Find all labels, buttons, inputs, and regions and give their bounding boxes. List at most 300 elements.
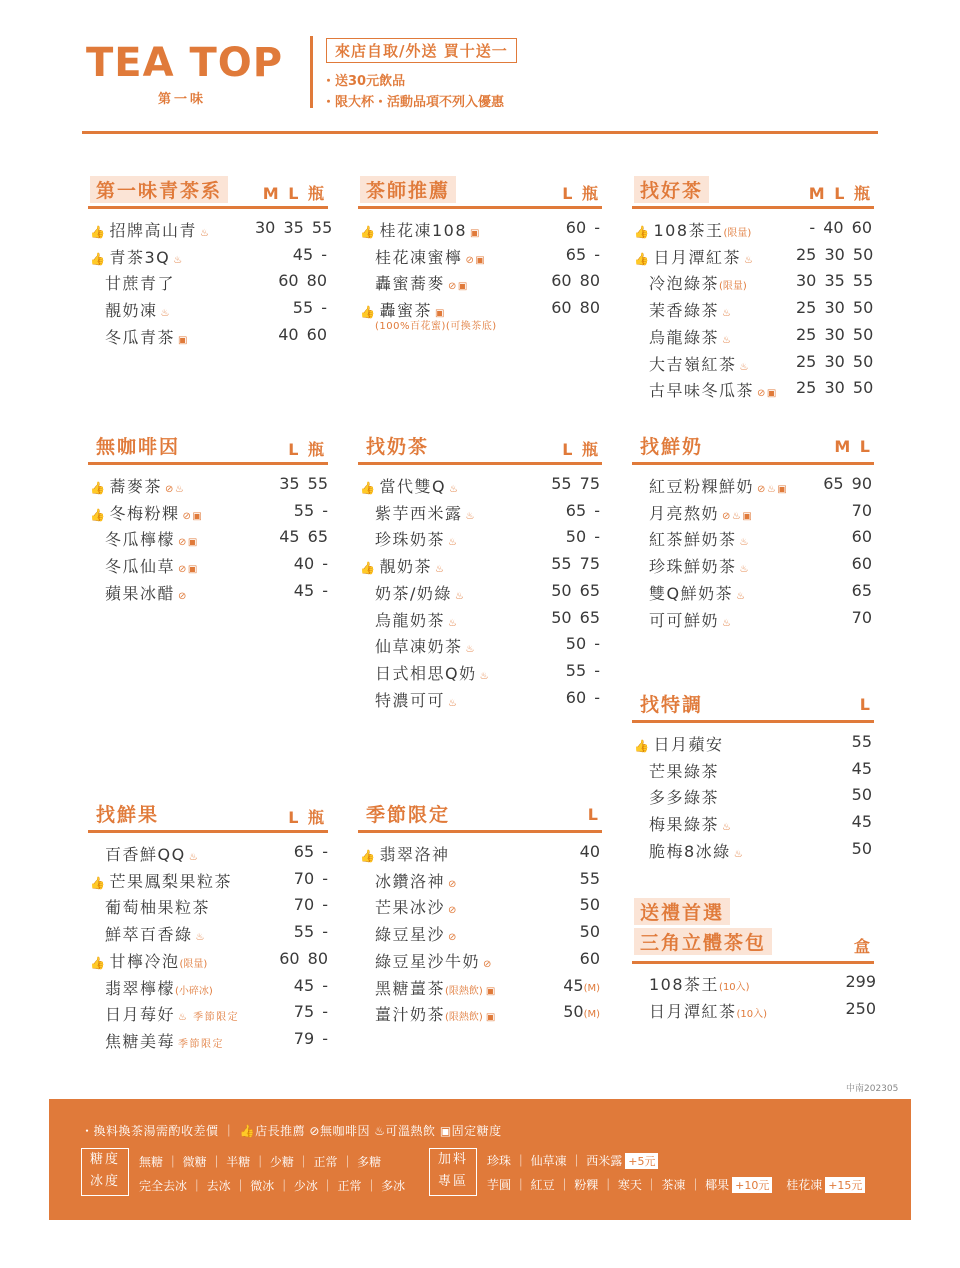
- menu-item: [360, 501, 476, 524]
- item-price-value: 60 80: [551, 298, 600, 318]
- addon-row-3-items: 桂花凍: [786, 1178, 823, 1192]
- item-name: 特濃可可: [375, 690, 446, 710]
- promo-headline: 來店自取/外送 買十送一: [326, 38, 517, 63]
- thumbs-up-icon: 👍: [634, 739, 651, 753]
- item-price-value: 55 75: [551, 474, 600, 493]
- item-price-value: 55 -: [565, 660, 600, 680]
- item-price: [276, 922, 328, 941]
- item-price-value: 25 30 50: [796, 298, 874, 318]
- gift-item-price: 250: [845, 999, 876, 1018]
- item-price: [548, 271, 600, 290]
- menu-item: [634, 785, 719, 808]
- item-attribute-icons: ▣: [485, 1012, 497, 1024]
- item-price-value: 65 90: [823, 474, 872, 493]
- item-price-value: 55 75: [551, 554, 600, 574]
- menu-item: [90, 554, 199, 577]
- item-price: [276, 1002, 328, 1021]
- item-name: 葡萄柚果粒茶: [105, 898, 211, 918]
- item-price: [548, 842, 600, 861]
- item-name: 蘋果冰醋: [105, 583, 176, 603]
- item-name: 冬梅粉粿: [109, 503, 180, 523]
- section-rule: [358, 830, 602, 833]
- item-price: [276, 554, 328, 573]
- item-attribute-icons: ⊘♨▣: [722, 510, 754, 522]
- menu-item: [90, 842, 199, 865]
- thumbs-up-icon: 👍: [360, 481, 377, 495]
- menu-item: [360, 245, 486, 268]
- menu-item: [634, 759, 719, 782]
- brand-logo: [86, 40, 283, 86]
- item-price-value: 45: [851, 758, 872, 778]
- item-attribute-icons: ▣: [434, 308, 446, 320]
- section-rule: [632, 462, 874, 465]
- item-name: 翡翠洛神: [379, 845, 450, 864]
- thumbs-up-icon: 👍: [360, 305, 377, 320]
- item-size-note: (M): [583, 1009, 600, 1021]
- menu-item: [360, 869, 458, 892]
- addon-label-a: 加料: [437, 1152, 468, 1167]
- item-attribute-icons: ⊘: [483, 958, 493, 970]
- footer-legend: ・換料換茶湯需酌收差價 ｜ 👍店長推薦 ⊘無咖啡因 ♨可溫熱飲 ▣固定糖度: [81, 1124, 502, 1138]
- item-name: 翡翠檸檬: [105, 978, 176, 998]
- item-name: 轟蜜茶: [379, 301, 432, 321]
- menu-item: [90, 949, 207, 972]
- item-name: 多多綠茶: [649, 788, 720, 808]
- section-title: 找鮮奶: [640, 436, 704, 458]
- item-price-value: 25 30 50: [796, 324, 874, 344]
- item-name: 日月蘋安: [653, 735, 724, 754]
- item-name: 紫芋西米露: [375, 503, 463, 523]
- item-price: [276, 501, 328, 520]
- section-title: 找好茶: [634, 176, 709, 203]
- item-note: (限量): [179, 958, 208, 970]
- item-price-value: - 40 60: [809, 218, 872, 237]
- item-price: [796, 325, 872, 344]
- item-attribute-icons: ♨: [449, 484, 460, 495]
- item-price: [548, 218, 600, 237]
- item-attribute-icons: ⊘▣: [448, 281, 469, 293]
- menu-item: [634, 378, 778, 401]
- item-price-value: 25 30 50: [796, 351, 874, 371]
- item-attribute-icons: ♨: [465, 510, 476, 522]
- item-price: [796, 298, 872, 317]
- item-attribute-icons: ♨: [739, 361, 750, 373]
- menu-item: [634, 839, 744, 862]
- item-attribute-icons: ♨: [434, 564, 446, 576]
- item-price: [276, 842, 328, 861]
- section-rule: [88, 830, 328, 833]
- item-price-value: 65: [851, 580, 872, 600]
- item-attribute-icons: ♨: [160, 308, 171, 320]
- menu-item: [360, 218, 481, 241]
- item-price-value: 75 -: [293, 1002, 328, 1022]
- item-price-value: 50: [851, 838, 872, 858]
- menu-item: [360, 661, 490, 684]
- menu-item: [360, 976, 497, 999]
- item-price: [548, 554, 600, 573]
- menu-item: [634, 245, 754, 268]
- item-price-value: 60 80: [551, 271, 600, 291]
- item-price: [548, 976, 600, 995]
- menu-item: [90, 1029, 224, 1052]
- item-price-value: 60: [851, 554, 872, 574]
- menu-item: [360, 634, 476, 657]
- item-price: [548, 895, 600, 914]
- section-columns: M L 瓶: [262, 184, 324, 203]
- item-name: 百香鮮QQ: [105, 845, 186, 864]
- item-name: 日月潭紅茶: [653, 247, 741, 267]
- item-attribute-icons: ⊘▣: [178, 564, 199, 576]
- item-attribute-icons: ⊘▣: [178, 537, 199, 549]
- menu-item: [634, 732, 723, 755]
- ice-options: 完全去冰 ｜ 去冰 ｜ 微冰 ｜ 少冰 ｜ 正常 ｜ 多冰: [139, 1179, 406, 1193]
- item-price: [820, 501, 872, 520]
- item-name: 黑糖薑茶: [375, 978, 446, 998]
- section-columns: L 瓶: [288, 440, 324, 459]
- item-name: 梅果綠茶: [649, 815, 720, 835]
- gift-item-note: (10入): [719, 982, 750, 993]
- item-name: 青茶3Q: [109, 247, 171, 267]
- section-title: 無咖啡因: [96, 436, 181, 458]
- section-columns: L 瓶: [562, 440, 598, 459]
- item-price: [276, 949, 328, 968]
- item-name: 月亮熬奶: [649, 503, 720, 523]
- sugar-label: 糖度: [89, 1152, 120, 1167]
- section-title: 找特調: [640, 694, 704, 716]
- item-name: 珍珠奶茶: [375, 530, 446, 550]
- item-attribute-icons: ▣: [470, 228, 481, 239]
- item-attribute-icons: ♨: [479, 670, 491, 682]
- item-price: [255, 218, 333, 237]
- item-attribute-icons: ♨: [743, 254, 755, 266]
- item-price: [796, 218, 872, 237]
- gift-title-1: 送禮首選: [634, 898, 730, 925]
- item-price-value: 50: [851, 785, 872, 805]
- item-name: 當代雙Q: [379, 477, 447, 496]
- item-price: [820, 785, 872, 804]
- promo-line-1: ・送30元飲品: [322, 74, 406, 89]
- item-price-value: 40: [579, 842, 600, 861]
- item-price: [548, 501, 600, 520]
- gift-item: [649, 999, 767, 1022]
- item-price: [820, 474, 872, 493]
- item-price: [548, 688, 600, 707]
- item-name: 冷泡綠茶: [649, 274, 720, 294]
- item-attribute-icons: ♨: [736, 590, 747, 602]
- gift-item-name: 108茶王: [649, 975, 720, 994]
- menu-item: [90, 474, 185, 497]
- thumbs-up-icon: 👍: [360, 561, 377, 576]
- item-name: 冬瓜仙草: [105, 557, 176, 577]
- item-name: 冬瓜青茶: [105, 327, 176, 347]
- item-price-value: 65 -: [565, 500, 600, 520]
- item-note: (限熱飲): [445, 1012, 483, 1024]
- item-name: 轟蜜蕎麥: [375, 274, 446, 294]
- menu-item: [634, 474, 788, 497]
- menu-code: 中南202305: [846, 1084, 899, 1094]
- menu-item: [360, 474, 460, 497]
- footer-panel: [49, 1099, 911, 1220]
- item-attribute-icons: ♨: [722, 822, 733, 834]
- menu-item: [634, 352, 750, 375]
- menu-item: [360, 581, 465, 604]
- item-name: 靚奶凍: [105, 301, 158, 321]
- thumbs-up-icon: 👍: [90, 251, 107, 266]
- item-name: 招牌高山青: [109, 221, 197, 240]
- menu-item: [634, 501, 753, 524]
- item-price-value: 25 30 50: [796, 378, 874, 398]
- item-name: 芒果綠茶: [649, 761, 720, 781]
- thumbs-up-icon: 👍: [634, 225, 651, 239]
- addon-row-2-items: 芋圓 ｜ 紅豆 ｜ 粉粿 ｜ 寒天 ｜ 茶凍 ｜ 椰果: [487, 1178, 730, 1192]
- item-price-value: 70: [851, 607, 872, 627]
- item-attribute-icons: ♨: [722, 334, 733, 346]
- item-name: 桂花凍108: [379, 221, 467, 240]
- item-price: [820, 839, 872, 858]
- item-attribute-icons: ♨: [188, 852, 200, 863]
- item-name: 靚奶茶: [379, 557, 432, 577]
- item-price: [820, 527, 872, 546]
- item-price-value: 60: [579, 948, 600, 968]
- brand-subtitle: 第一味: [158, 92, 207, 107]
- item-attribute-icons: ⊘♨: [164, 484, 186, 495]
- section-rule: [632, 720, 874, 723]
- item-price-value: 60 80: [278, 271, 327, 291]
- item-price: [548, 1002, 600, 1021]
- item-attribute-icons: ♨: [448, 537, 459, 549]
- menu-item: [360, 895, 458, 918]
- item-price: [255, 325, 327, 344]
- section-rule: [88, 206, 328, 209]
- item-name: 芒果鳳梨果粒茶: [109, 871, 232, 891]
- item-price-value: 65 -: [293, 842, 328, 861]
- item-price: [276, 474, 328, 493]
- section-columns: L: [587, 805, 598, 824]
- item-price-value: 45 65: [279, 527, 328, 547]
- promo-line-2: ・限大杯・活動品項不列入優惠: [322, 95, 505, 110]
- item-price-value: 50 -: [565, 634, 600, 654]
- menu-item: [360, 842, 449, 865]
- item-name: 紅豆粉粿鮮奶: [649, 477, 755, 496]
- item-name: 綠豆星沙: [375, 925, 446, 945]
- section-columns: L 瓶: [288, 808, 324, 827]
- menu-item: [360, 1002, 497, 1025]
- item-price: [276, 895, 328, 914]
- thumbs-up-icon: 👍: [90, 225, 107, 239]
- gift-item: [649, 972, 750, 995]
- item-name: 甘蔗青了: [105, 274, 176, 294]
- item-attribute-icons: ⊘▣: [757, 388, 778, 400]
- item-name: 蕎麥茶: [109, 477, 162, 496]
- item-name: 紅茶鮮奶茶: [649, 530, 737, 550]
- item-price: [548, 527, 600, 546]
- item-name: 烏龍奶茶: [375, 610, 446, 630]
- item-price: [820, 581, 872, 600]
- item-name: 仙草凍奶茶: [375, 637, 463, 657]
- section-rule: [358, 462, 602, 465]
- menu-item: [634, 527, 750, 550]
- menu-item: [634, 608, 732, 631]
- item-note: (限量): [723, 228, 752, 239]
- item-price-value: 50 65: [551, 580, 600, 600]
- item-price: [820, 608, 872, 627]
- ice-label: 冰度: [89, 1174, 120, 1189]
- menu-item: [634, 218, 751, 241]
- item-name: 烏龍綠茶: [649, 327, 720, 347]
- item-price-value: 40 -: [293, 554, 328, 574]
- item-size-note: (M): [583, 982, 600, 994]
- item-price-value: 45 -: [292, 244, 327, 264]
- addon-label-b: 專區: [437, 1174, 468, 1189]
- item-price-value: 50 65: [551, 607, 600, 627]
- item-price: [796, 378, 872, 397]
- item-attribute-icons: ▣: [178, 334, 189, 346]
- item-price: [820, 812, 872, 831]
- item-attribute-icons: ♨: [722, 617, 733, 629]
- item-price: [796, 245, 872, 264]
- item-attribute-icons: ♨: [448, 697, 459, 709]
- item-attribute-icons: ▣: [485, 985, 497, 997]
- item-price-value: 60 -: [565, 687, 600, 707]
- addon-row-1: [487, 1152, 658, 1169]
- menu-item: [90, 1002, 239, 1025]
- item-name: 甘檸冷泡: [109, 951, 180, 971]
- menu-item: [360, 688, 458, 711]
- item-name: 綠豆星沙牛奶: [375, 951, 481, 971]
- thumbs-up-icon: 👍: [90, 875, 107, 890]
- item-price-value: 60 80: [279, 948, 328, 968]
- menu-item: [634, 812, 732, 835]
- item-note: (限量): [719, 281, 747, 293]
- item-attribute-icons: ♨: [195, 932, 206, 944]
- item-price-value: 35 55: [279, 474, 328, 493]
- item-attribute-icons: ♨: [465, 644, 476, 656]
- item-price: [276, 1029, 328, 1048]
- section-columns: L 瓶: [562, 184, 598, 203]
- item-attribute-icons: ♨: [739, 564, 750, 576]
- item-price: [255, 298, 327, 317]
- item-price: [796, 352, 872, 371]
- item-attribute-icons: ⊘: [178, 590, 188, 602]
- menu-item: [90, 527, 199, 550]
- gift-item-note: (10入): [736, 1009, 768, 1020]
- item-price: [276, 976, 328, 995]
- addon-label-box: [429, 1148, 477, 1196]
- header-divider: [310, 36, 313, 108]
- sugar-options: 無糖 ｜ 微糖 ｜ 半糖 ｜ 少糖 ｜ 正常 ｜ 多糖: [139, 1155, 382, 1169]
- item-name: 奶茶/奶綠: [375, 583, 452, 603]
- item-name: 冬瓜檸檬: [105, 530, 176, 550]
- section-columns: M L: [834, 437, 870, 456]
- addon-row-2-price: +10元: [732, 1177, 772, 1193]
- item-attribute-icons: ⊘: [448, 878, 458, 890]
- item-attribute-icons: ♨: [199, 228, 211, 239]
- item-name: 大吉嶺紅茶: [649, 354, 737, 374]
- menu-item: [634, 581, 747, 604]
- item-price-value: 45: [851, 812, 872, 832]
- menu-item: [90, 869, 232, 892]
- item-attribute-icons: ⊘♨▣: [757, 484, 789, 495]
- item-name: 鮮萃百香綠: [105, 925, 193, 945]
- item-note: (限熱飲): [445, 985, 483, 997]
- brand-name: TEA TOP: [86, 40, 284, 86]
- section-rule: [632, 206, 874, 209]
- item-name: 珍珠鮮奶茶: [649, 557, 737, 577]
- menu-item: [90, 581, 188, 604]
- item-price: [796, 271, 872, 290]
- gift-rule: [632, 961, 874, 964]
- menu-item: [90, 245, 184, 268]
- item-price: [276, 581, 328, 600]
- menu-item: [360, 949, 493, 972]
- item-price: [548, 922, 600, 941]
- item-price-value: 50: [563, 1002, 584, 1022]
- item-price: [255, 245, 327, 264]
- item-price-value: 30 35 55: [796, 271, 874, 291]
- item-attribute-icons: ⊘▣: [182, 510, 204, 522]
- section-title: 茶師推薦: [360, 176, 456, 203]
- item-attribute-icons: ⊘▣: [465, 254, 487, 266]
- menu-item: [634, 325, 732, 348]
- menu-item: [634, 554, 750, 577]
- menu-item: [360, 554, 445, 577]
- item-price-value: 45: [563, 975, 584, 995]
- item-name: 108茶王: [653, 221, 724, 240]
- item-price-value: 55 -: [293, 500, 328, 520]
- section-rule: [88, 462, 328, 465]
- item-attribute-icons: ⊘: [448, 905, 458, 917]
- item-price-value: 50: [579, 922, 600, 942]
- menu-item: [90, 976, 213, 999]
- menu-item: [90, 218, 210, 241]
- thumbs-up-icon: 👍: [634, 251, 651, 266]
- item-price-value: 50 -: [565, 527, 600, 547]
- item-price-value: 55: [851, 732, 872, 751]
- gift-columns: 盒: [853, 937, 870, 956]
- item-name: 雙Q鮮奶茶: [649, 583, 734, 603]
- menu-item: [360, 527, 458, 550]
- item-attribute-icons: 季節限定: [178, 1038, 225, 1050]
- item-price-value: 50: [579, 895, 600, 915]
- item-price: [548, 661, 600, 680]
- item-name: 日式相思Q奶: [375, 663, 477, 683]
- section-title: 季節限定: [366, 804, 451, 826]
- item-price: [548, 298, 600, 317]
- item-price-value: 55 -: [293, 922, 328, 942]
- item-price: [276, 869, 328, 888]
- menu-item: [90, 895, 210, 918]
- item-price: [820, 732, 872, 751]
- item-price: [548, 581, 600, 600]
- section-title: 找奶茶: [366, 436, 430, 458]
- menu-item: [360, 608, 458, 631]
- item-price-value: 45 -: [293, 580, 328, 600]
- item-name: 薑汁奶茶: [375, 1005, 446, 1025]
- item-price: [820, 759, 872, 778]
- item-price-value: 60: [851, 527, 872, 547]
- item-price-value: 45 -: [293, 975, 328, 995]
- thumbs-up-icon: 👍: [90, 481, 107, 495]
- header-rule: [82, 131, 878, 134]
- item-name: 桂花凍蜜檸: [375, 247, 463, 267]
- addon-row-2: [487, 1176, 865, 1193]
- item-price-value: 65 -: [565, 244, 600, 264]
- thumbs-up-icon: 👍: [360, 225, 377, 239]
- menu-item: [634, 298, 732, 321]
- item-attribute-icons: ♨: [733, 848, 745, 860]
- item-attribute-icons: ♨: [448, 617, 459, 629]
- menu-item: [634, 271, 747, 294]
